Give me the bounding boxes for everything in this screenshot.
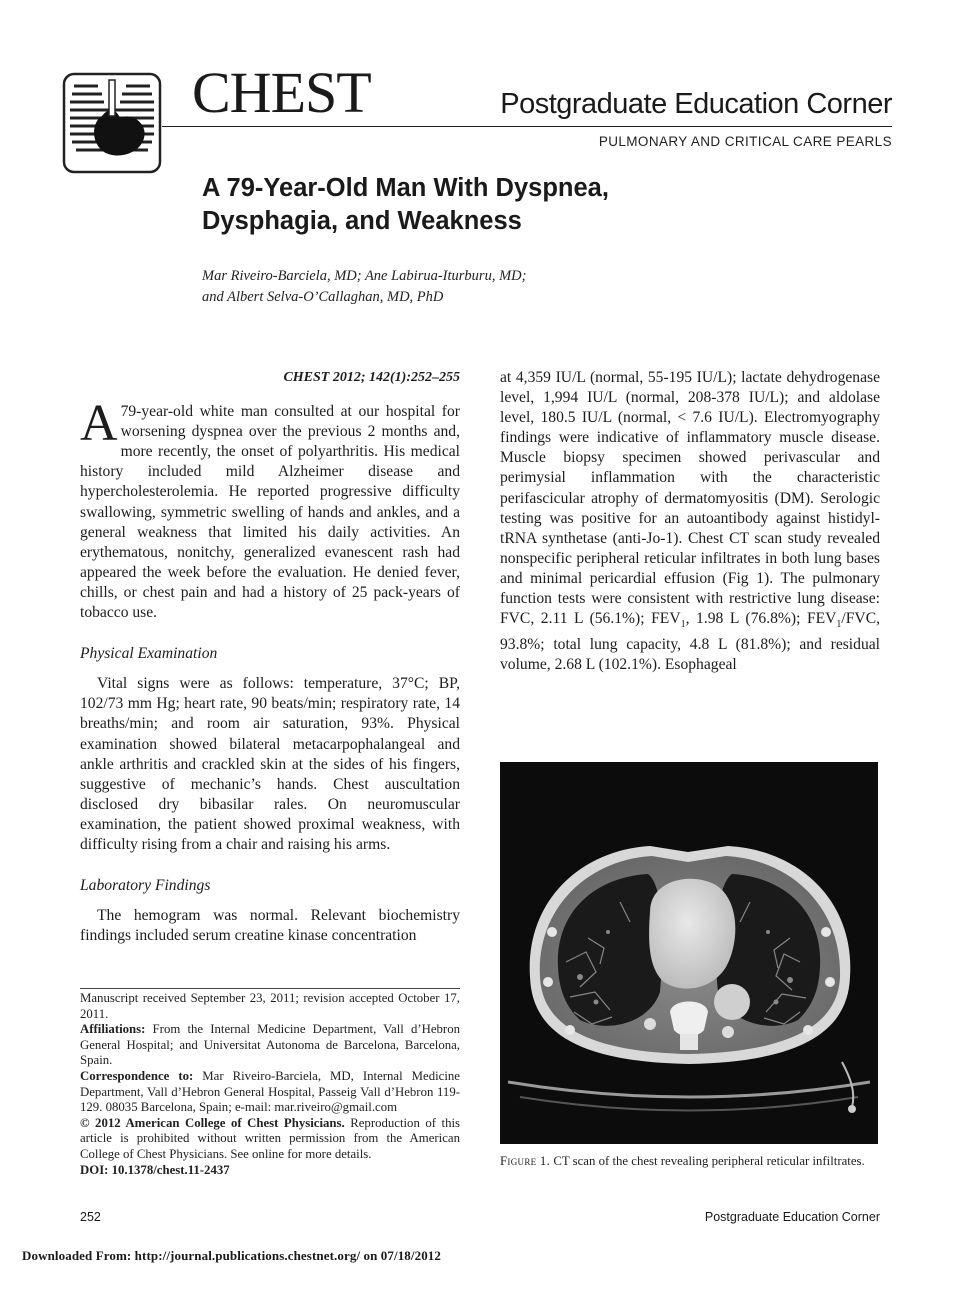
lab-text-2: , 1.98 L (76.8%); FEV — [685, 610, 837, 628]
physical-exam-paragraph: Vital signs were as follows: temperature, 37°C; BP, 102/73 mm Hg; heart rate, 90 beats/min; respiratory rate, 14 breaths/min; and room air saturation, 93%. Physical examination showed bilateral metacarpophalangeal and ankle arthritis and crackled skin at the sides of his fingers, suggestive of mechanic’s hands. Chest auscultation disclosed dry bibasilar rales. On neuromuscular examination, the patient showed proximal weakness, with difficulty rising from a chair and raising his arms. — [80, 675, 460, 853]
header-rule — [162, 126, 892, 127]
figure-caption-text: CT scan of the chest revealing peripheral reticular infiltrates. — [550, 1154, 865, 1168]
citation: CHEST 2012; 142(1):252–255 — [283, 370, 460, 385]
right-column — [500, 368, 880, 676]
title-line-2: Dysphagia, and Weakness — [202, 207, 522, 235]
drop-cap: A — [80, 395, 118, 453]
section-name: Postgraduate Education Corner — [500, 88, 892, 120]
authors — [202, 266, 762, 308]
doi — [80, 1163, 460, 1179]
authors-line-2: and Albert Selva-O’Callaghan, MD, PhD — [202, 289, 444, 305]
manuscript-received: Manuscript received September 23, 2011; revision accepted October 17, 2011. — [80, 991, 460, 1021]
doi-value: 10.1378/chest.11-2437 — [108, 1162, 230, 1177]
doi-label: DOI: — [80, 1162, 109, 1177]
lab-text-3: /FVC, 93.8%; total lung capacity, 4.8 L (81.8%); and residual volume, 2.68 L (102.1%). Esophageal — [500, 610, 880, 674]
correspondence — [80, 1069, 460, 1116]
affiliations — [80, 1022, 460, 1069]
journal-logo — [62, 72, 162, 174]
subscript-2: 1 — [836, 619, 842, 631]
journal-name: CHEST — [192, 60, 371, 125]
footer-section-name: Postgraduate Education Corner — [704, 1210, 880, 1224]
left-column — [80, 368, 460, 946]
correspondence-text: Mar Riveiro-Barciela, MD, Internal Medicine Department, Vall d’Hebron General Hospital, Passeig Vall d’Hebron 119-129. 08035 Barcelona, Spain; e-mail: mar.riveiro@gmail.com — [80, 1068, 460, 1115]
lab-findings-heading: Laboratory Findings — [80, 877, 211, 895]
copyright — [80, 1116, 460, 1163]
footnotes — [80, 988, 460, 1178]
authors-line-1: Mar Riveiro-Barciela, MD; Ane Labirua-Iturburu, MD; — [202, 268, 527, 284]
article-title — [202, 172, 802, 238]
copyright-text: Reproduction of this article is prohibited without written permission from the American College of Chest Physicians. See online for more details. — [80, 1115, 461, 1161]
figure-label: Figure 1. — [500, 1154, 551, 1168]
intro-text: 79-year-old white man consulted at our hospital for worsening dyspnea over the previous 2 months and, more recently, the onset of polyarthritis. His medical history included mild Alzheimer disease and hypercholesterolemia. He reported progressive difficulty swallowing, symmetric swelling of hands and ankles, and a general weakness that limited his daily activities. An erythematous, nonitchy, generalized evanescent rash had appeared the week before the evaluation. He denied fever, chills, or chest pain and had a history of 25 pack-years of tobacco use. — [80, 403, 460, 622]
correspondence-label: Correspondence to: — [80, 1068, 194, 1083]
figure-caption — [500, 1154, 880, 1170]
ct-scan-figure — [500, 762, 878, 1144]
copyright-label: © 2012 American College of Chest Physicians. — [80, 1115, 345, 1130]
subscript-1: 1 — [680, 619, 686, 631]
download-notice: Downloaded From: http://journal.publications.chestnet.org/ on 07/18/2012 — [22, 1248, 442, 1263]
lab-findings-continued — [500, 368, 880, 676]
affiliations-text: From the Internal Medicine Department, Vall d’Hebron General Hospital; and Universitat Autonoma de Barcelona, Barcelona, Spain. — [80, 1022, 460, 1068]
lab-findings-paragraph: The hemogram was normal. Relevant biochemistry findings included serum creatine kinase concentration — [80, 907, 460, 945]
title-line-1: A 79-Year-Old Man With Dyspnea, — [202, 174, 609, 202]
physical-exam-heading: Physical Examination — [80, 645, 218, 663]
affiliations-label: Affiliations: — [80, 1022, 146, 1037]
section-subtitle: PULMONARY AND CRITICAL CARE PEARLS — [598, 134, 892, 149]
page-number: 252 — [80, 1210, 101, 1224]
intro-paragraph — [80, 395, 460, 623]
lab-text-1: at 4,359 IU/L (normal, 55-195 IU/L); lactate dehydrogenase level, 1,994 IU/L (normal, 208-378 IU/L); and aldolase level, 180.5 IU/L (normal, < 7.6 IU/L). Electromyography findings were indicative of inflammatory muscle disease. Muscle biopsy specimen showed perivascular and perimysial inflammation with the characteristic perifascicular atrophy of dermatomyositis (DM). Serologic testing was positive for an autoantibody against histidyl-tRNA synthetase (anti-Jo-1). Chest CT scan study revealed nonspecific peripheral reticular infiltrates in both lung bases and minimal pericardial effusion (Fig 1). The pulmonary function tests were consistent with restrictive lung disease: FVC, 2.11 L (56.1%); FEV — [500, 369, 880, 628]
